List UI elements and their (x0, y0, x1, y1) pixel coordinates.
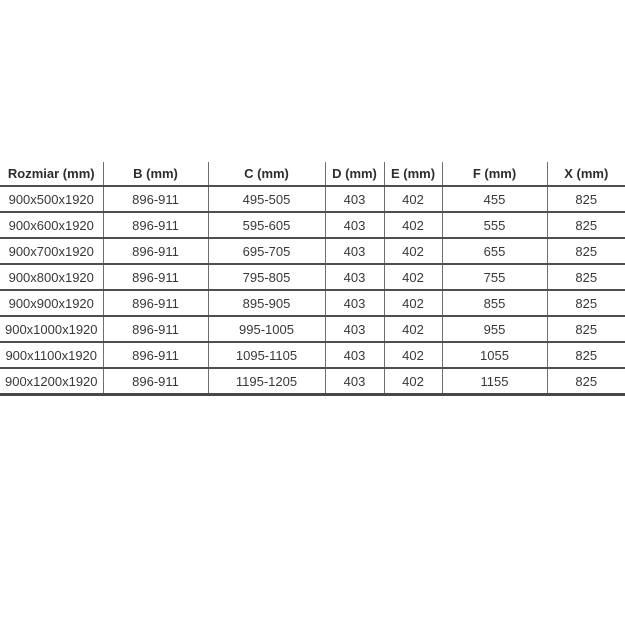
cell-b: 896-911 (103, 186, 208, 212)
cell-e: 402 (384, 316, 442, 342)
table-row (0, 212, 625, 238)
cell-e: 402 (384, 238, 442, 264)
cell-d: 403 (325, 238, 384, 264)
cell-c: 795-805 (208, 264, 325, 290)
table-row (0, 238, 625, 264)
cell-x: 825 (547, 186, 625, 212)
cell-f: 955 (442, 316, 547, 342)
cell-d: 403 (325, 368, 384, 395)
cell-x: 825 (547, 342, 625, 368)
cell-b: 896-911 (103, 264, 208, 290)
cell-e: 402 (384, 342, 442, 368)
cell-b: 896-911 (103, 316, 208, 342)
cell-d: 403 (325, 264, 384, 290)
cell-x: 825 (547, 290, 625, 316)
cell-b: 896-911 (103, 368, 208, 395)
cell-f: 1055 (442, 342, 547, 368)
cell-c: 895-905 (208, 290, 325, 316)
cell-e: 402 (384, 368, 442, 395)
cell-x: 825 (547, 238, 625, 264)
cell-f: 455 (442, 186, 547, 212)
header-row (0, 162, 625, 186)
cell-e: 402 (384, 264, 442, 290)
cell-f: 755 (442, 264, 547, 290)
column-header-x: X (mm) (547, 162, 625, 186)
cell-c: 1195-1205 (208, 368, 325, 395)
cell-rozmiar: 900x500x1920 (0, 186, 103, 212)
cell-b: 896-911 (103, 238, 208, 264)
column-header-e: E (mm) (384, 162, 442, 186)
table-row (0, 316, 625, 342)
column-header-d: D (mm) (325, 162, 384, 186)
cell-rozmiar: 900x1200x1920 (0, 368, 103, 395)
table-row (0, 264, 625, 290)
cell-x: 825 (547, 316, 625, 342)
cell-rozmiar: 900x600x1920 (0, 212, 103, 238)
cell-e: 402 (384, 186, 442, 212)
column-header-f: F (mm) (442, 162, 547, 186)
cell-f: 1155 (442, 368, 547, 395)
cell-c: 495-505 (208, 186, 325, 212)
cell-c: 595-605 (208, 212, 325, 238)
cell-rozmiar: 900x800x1920 (0, 264, 103, 290)
cell-e: 402 (384, 290, 442, 316)
cell-c: 695-705 (208, 238, 325, 264)
cell-d: 403 (325, 290, 384, 316)
cell-x: 825 (547, 368, 625, 395)
cell-x: 825 (547, 264, 625, 290)
cell-rozmiar: 900x1100x1920 (0, 342, 103, 368)
cell-d: 403 (325, 342, 384, 368)
cell-f: 555 (442, 212, 547, 238)
cell-c: 995-1005 (208, 316, 325, 342)
cell-e: 402 (384, 212, 442, 238)
table-row (0, 342, 625, 368)
cell-b: 896-911 (103, 212, 208, 238)
cell-rozmiar: 900x1000x1920 (0, 316, 103, 342)
cell-d: 403 (325, 212, 384, 238)
cell-rozmiar: 900x700x1920 (0, 238, 103, 264)
column-header-rozmiar: Rozmiar (mm) (0, 162, 103, 186)
table-row (0, 186, 625, 212)
dimension-spec-table (0, 162, 625, 396)
cell-x: 825 (547, 212, 625, 238)
cell-rozmiar: 900x900x1920 (0, 290, 103, 316)
cell-f: 655 (442, 238, 547, 264)
column-header-b: B (mm) (103, 162, 208, 186)
cell-d: 403 (325, 316, 384, 342)
cell-b: 896-911 (103, 342, 208, 368)
cell-b: 896-911 (103, 290, 208, 316)
cell-d: 403 (325, 186, 384, 212)
table-row (0, 290, 625, 316)
table-row (0, 368, 625, 395)
cell-c: 1095-1105 (208, 342, 325, 368)
cell-f: 855 (442, 290, 547, 316)
column-header-c: C (mm) (208, 162, 325, 186)
